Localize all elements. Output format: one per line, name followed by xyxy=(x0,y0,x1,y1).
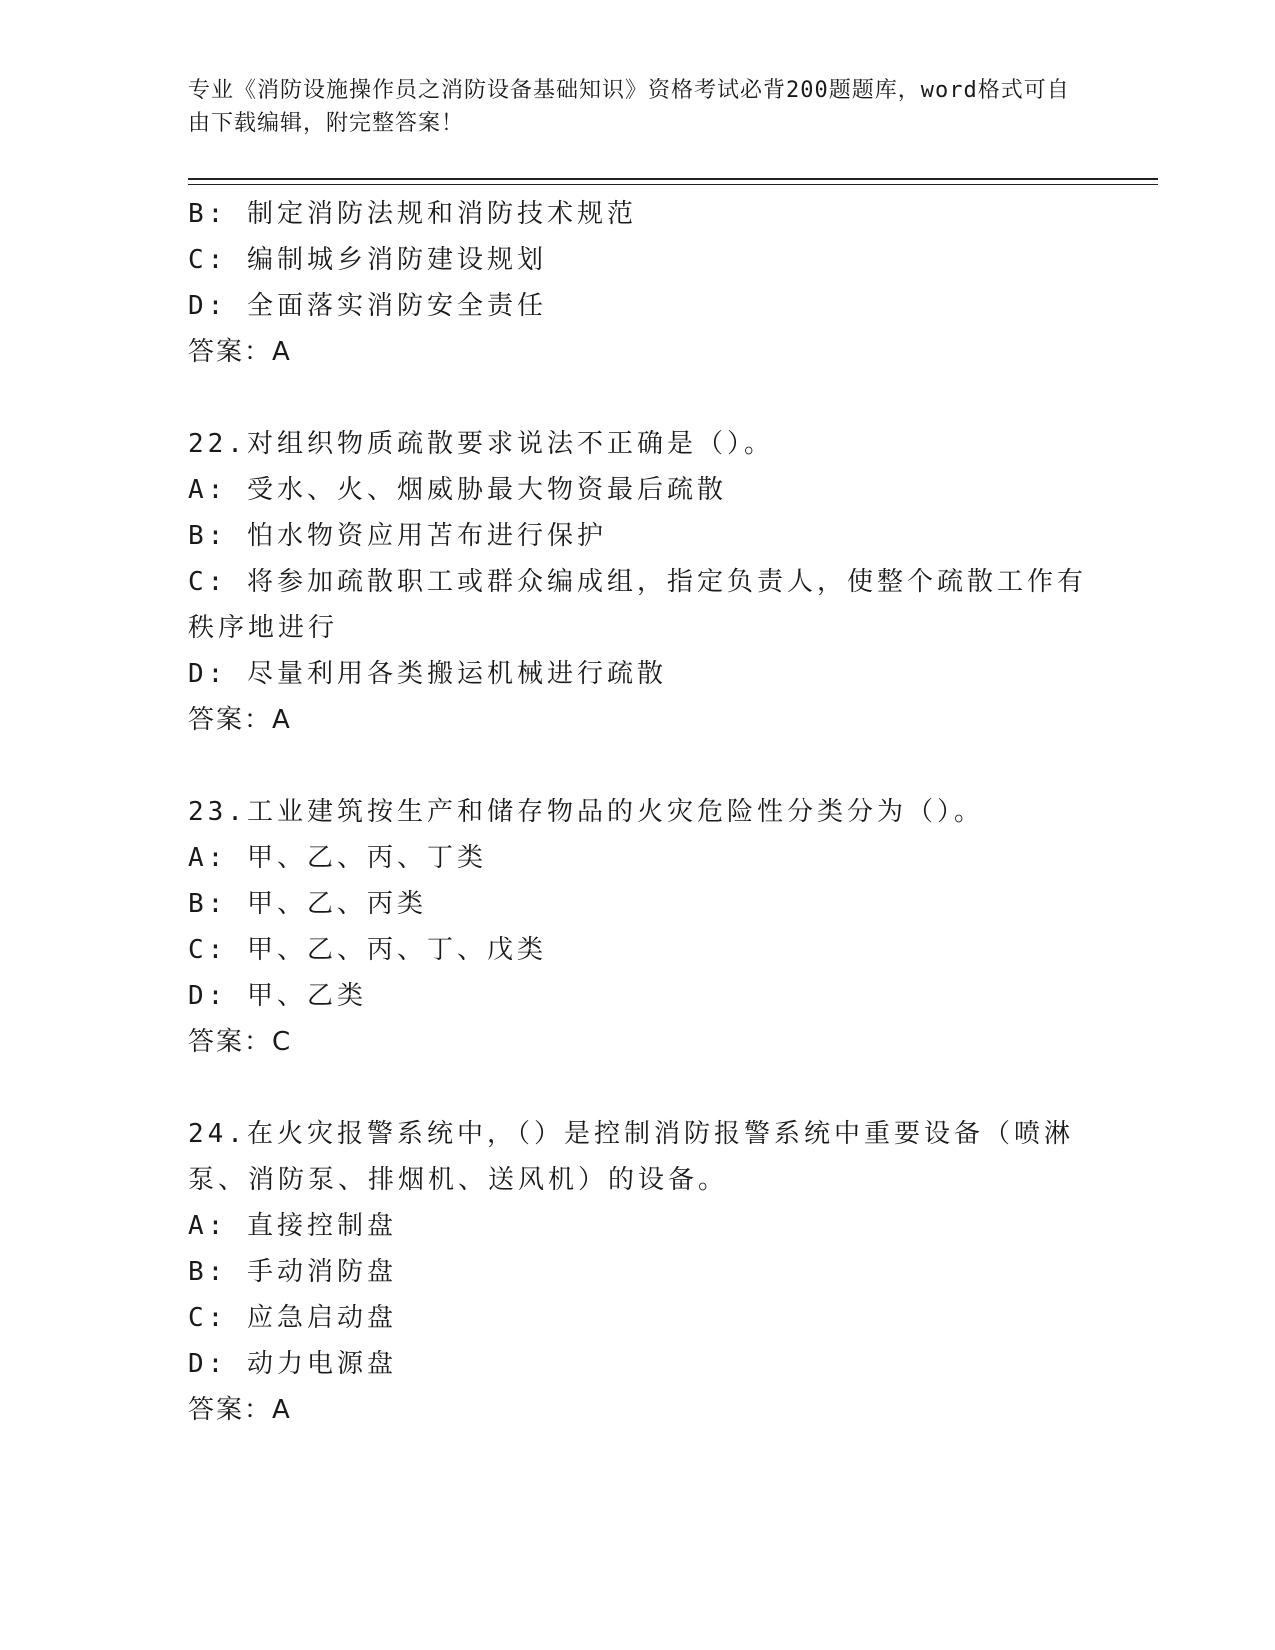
option-b: B: 甲、乙、丙类 xyxy=(188,889,427,919)
option-c: C: 将参加疏散职工或群众编成组，指定负责人，使整个疏散工作有秩序地进行 xyxy=(188,567,1087,643)
answer: 答案：A xyxy=(188,337,292,367)
option-d: D: 尽量利用各类搬运机械进行疏散 xyxy=(188,659,667,689)
question-stem: 22.对组织物质疏散要求说法不正确是（）。 xyxy=(188,429,774,459)
option-c: C: 编制城乡消防建设规划 xyxy=(188,245,547,275)
option-a: A: 受水、火、烟威胁最大物资最后疏散 xyxy=(188,475,727,505)
option-d: D: 全面落实消防安全责任 xyxy=(188,291,547,321)
question-stem: 23.工业建筑按生产和储存物品的火灾危险性分类分为（）。 xyxy=(188,797,984,827)
option-b: B: 制定消防法规和消防技术规范 xyxy=(188,199,637,229)
document-header: 专业《消防设施操作员之消防设备基础知识》资格考试必背200题题库，word格式可自由下载编辑，附完整答案！ xyxy=(188,78,1070,136)
question-stem: 24.在火灾报警系统中，（）是控制消防报警系统中重要设备（喷淋泵、消防泵、排烟机、送风机）的设备。 xyxy=(188,1119,1074,1195)
option-b: B: 怕水物资应用苫布进行保护 xyxy=(188,521,607,551)
option-a: A: 甲、乙、丙、丁类 xyxy=(188,843,487,873)
option-a: A: 直接控制盘 xyxy=(188,1211,397,1241)
option-b: B: 手动消防盘 xyxy=(188,1257,397,1287)
option-d: D: 动力电源盘 xyxy=(188,1349,397,1379)
answer: 答案：C xyxy=(188,1027,293,1057)
option-c: C: 应急启动盘 xyxy=(188,1303,397,1333)
option-d: D: 甲、乙类 xyxy=(188,981,367,1011)
header-rule-thin xyxy=(188,184,1158,185)
option-c: C: 甲、乙、丙、丁、戊类 xyxy=(188,935,547,965)
answer: 答案：A xyxy=(188,705,292,735)
question-content xyxy=(188,191,1088,1433)
answer: 答案：A xyxy=(188,1395,292,1425)
header-rule-thick xyxy=(188,178,1158,180)
